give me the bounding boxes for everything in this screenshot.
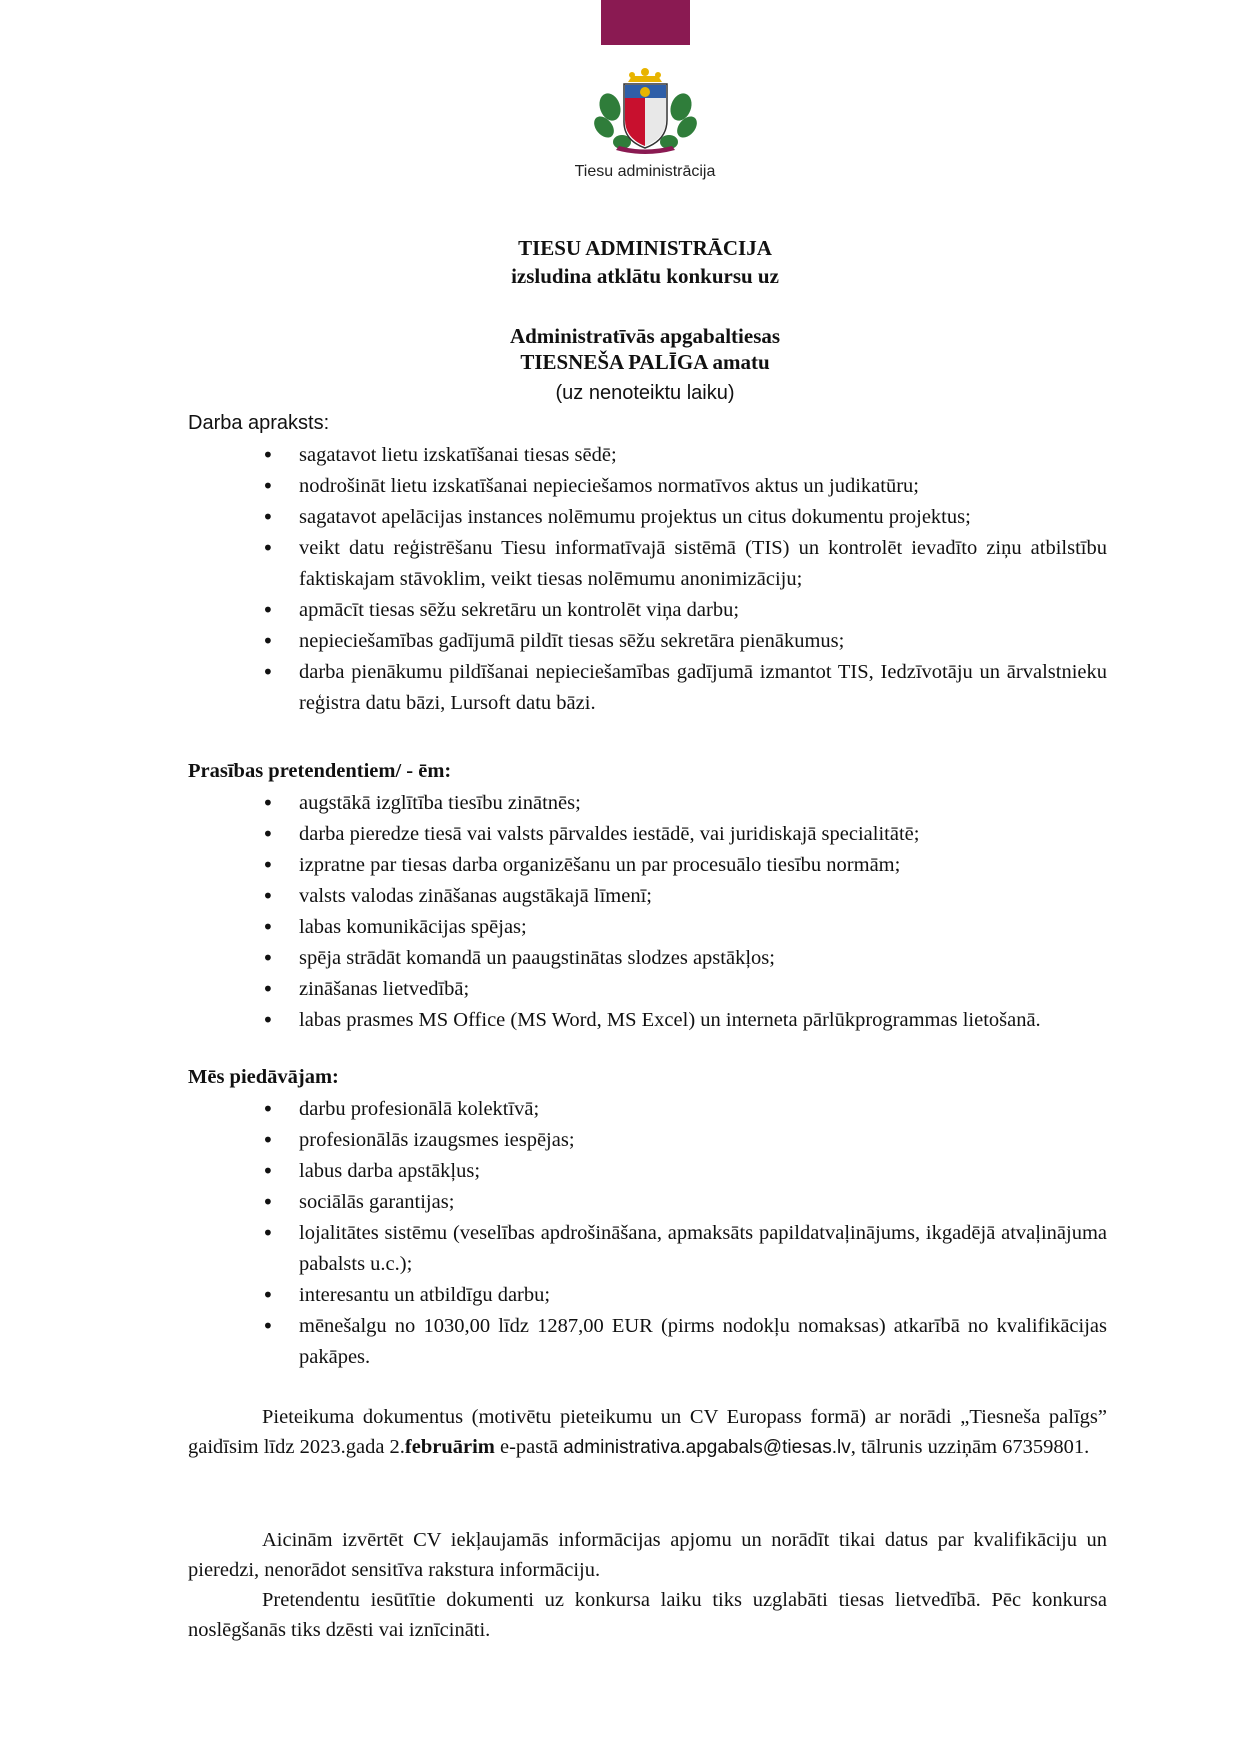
bullet-icon: • bbox=[262, 884, 274, 908]
privacy-note: Aicinām izvērtēt CV iekļaujamās informācijas apjomu un norādīt tikai datus par kvalifikāciju un pieredzi, nenorādot sensitīva rakstura informāciju. bbox=[188, 1529, 1107, 1581]
bullet-icon: • bbox=[262, 1283, 274, 1307]
position-title: TIESNEŠA PALĪGA amatu bbox=[520, 350, 770, 374]
list-item: • darba pieredze tiesā vai valsts pārvaldes iestādē, vai juridiskajā specialitātē; bbox=[0, 819, 1240, 850]
bullet-icon: • bbox=[262, 915, 274, 939]
list-item: • labas prasmes MS Office (MS Word, MS Excel) un interneta pārlūkprogrammas lietošanā. bbox=[0, 1005, 1240, 1036]
bullet-icon: • bbox=[262, 1159, 274, 1183]
list-item: • sagatavot apelācijas instances nolēmumu projektus un citus dokumentu projektus; bbox=[0, 502, 1240, 533]
list-item: • interesantu un atbildīgu darbu; bbox=[0, 1280, 1240, 1311]
bullet-icon: • bbox=[262, 1008, 274, 1032]
offer-list bbox=[0, 1094, 1240, 1373]
list-item: • valsts valodas zināšanas augstākajā līmenī; bbox=[0, 881, 1240, 912]
application-email-link[interactable]: administrativa.apgabals@tiesas.lv bbox=[563, 1437, 851, 1458]
list-item: • spēja strādāt komandā un paaugstinātas slodzes apstākļos; bbox=[0, 943, 1240, 974]
bullet-icon: • bbox=[262, 443, 274, 467]
bullet-icon: • bbox=[262, 853, 274, 877]
bullet-icon: • bbox=[262, 1314, 274, 1338]
bullet-icon: • bbox=[262, 536, 274, 560]
org-name: Tiesu administrācija bbox=[574, 163, 716, 180]
bullet-icon: • bbox=[262, 1128, 274, 1152]
list-item: • darba pienākumu pildīšanai nepieciešamības gadījumā izmantot TIS, Iedzīvotāju un ārvalstnieku reģistra datu bāzi, Lursoft datu bāzi. bbox=[0, 657, 1240, 719]
bullet-icon: • bbox=[262, 598, 274, 622]
list-item: • augstākā izglītība tiesību zinātnēs; bbox=[0, 788, 1240, 819]
job-description-label: Darba apraksts: bbox=[188, 412, 330, 434]
bullet-icon: • bbox=[262, 977, 274, 1001]
list-item: • izpratne par tiesas darba organizēšanu un par procesuālo tiesību normām; bbox=[0, 850, 1240, 881]
bullet-icon: • bbox=[262, 946, 274, 970]
list-item: • profesionālās izaugsmes iespējas; bbox=[0, 1125, 1240, 1156]
list-item: • darbu profesionālā kolektīvā; bbox=[0, 1094, 1240, 1125]
list-item: • labus darba apstākļus; bbox=[0, 1156, 1240, 1187]
list-item: • labas komunikācijas spējas; bbox=[0, 912, 1240, 943]
list-item: • veikt datu reģistrēšanu Tiesu informatīvajā sistēmā (TIS) un kontrolēt ievadīto ziņu atbilstību faktiskajam stāvoklim, veikt tiesas nolēmumu anonimizāciju; bbox=[0, 533, 1240, 595]
list-item: • sociālās garantijas; bbox=[0, 1187, 1240, 1218]
list-item: • zināšanas lietvedībā; bbox=[0, 974, 1240, 1005]
bullet-icon: • bbox=[262, 629, 274, 653]
bullet-icon: • bbox=[262, 660, 274, 684]
bullet-icon: • bbox=[262, 1097, 274, 1121]
bullet-icon: • bbox=[262, 791, 274, 815]
document-title: TIESU ADMINISTRĀCIJA bbox=[518, 236, 772, 260]
job-description-list bbox=[0, 440, 1240, 719]
bullet-icon: • bbox=[262, 505, 274, 529]
brand-color-bar bbox=[601, 0, 690, 45]
court-name: Administratīvās apgabaltiesas bbox=[509, 324, 781, 348]
offer-label: Mēs piedāvājam: bbox=[188, 1066, 339, 1088]
bullet-icon: • bbox=[262, 1190, 274, 1214]
list-item: • nepieciešamības gadījumā pildīt tiesas sēžu sekretāra pienākumus; bbox=[0, 626, 1240, 657]
list-item: • lojalitātes sistēmu (veselības apdrošināšana, apmaksāts papildatvaļinājums, ikgadējā atvaļinājuma pabalsts u.c.); bbox=[0, 1218, 1240, 1280]
bullet-icon: • bbox=[262, 474, 274, 498]
application-deadline: februārim bbox=[404, 1436, 495, 1458]
bullet-icon: • bbox=[262, 822, 274, 846]
document-subtitle: izsludina atklātu konkursu uz bbox=[511, 264, 779, 288]
list-item: • nodrošināt lietu izskatīšanai nepieciešamos normatīvos aktus un judikatūru; bbox=[0, 471, 1240, 502]
list-item: • sagatavot lietu izskatīšanai tiesas sēdē; bbox=[0, 440, 1240, 471]
list-item: • mēnešalgu no 1030,00 līdz 1287,00 EUR (pirms nodokļu nomaksas) atkarībā no kvalifikācijas pakāpes. bbox=[0, 1311, 1240, 1373]
requirements-label: Prasības pretendentiem/ - ēm: bbox=[188, 760, 452, 782]
employment-term: (uz nenoteiktu laiku) bbox=[555, 382, 735, 404]
requirements-list bbox=[0, 788, 1240, 1036]
application-paragraph: Pieteikuma dokumentus (motivētu pieteikumu un CV Europass formā) ar norādi „Tiesneša palīgs” gaidīsim līdz 2023.gada 2.februārim e-pastā administrativa.apgabals@tiesas.lv, tālrunis uzziņām 67359801. bbox=[188, 1406, 1107, 1458]
bullet-icon: • bbox=[262, 1221, 274, 1245]
latvia-coat-of-arms-icon bbox=[594, 62, 697, 158]
application-text: Pieteikuma dokumentus (motivētu pieteikumu un CV Europass formā) ar norādi „Tiesneša palīgs” gaidīsim līdz 2023.gada 2. bbox=[188, 1406, 1107, 1458]
retention-note: Pretendentu iesūtītie dokumenti uz konkursa laiku tiks uzglabāti tiesas lietvedībā. Pēc konkursa noslēgšanās tiks dzēsti vai iznīcināti. bbox=[188, 1589, 1107, 1641]
list-item: • apmācīt tiesas sēžu sekretāru un kontrolēt viņa darbu; bbox=[0, 595, 1240, 626]
